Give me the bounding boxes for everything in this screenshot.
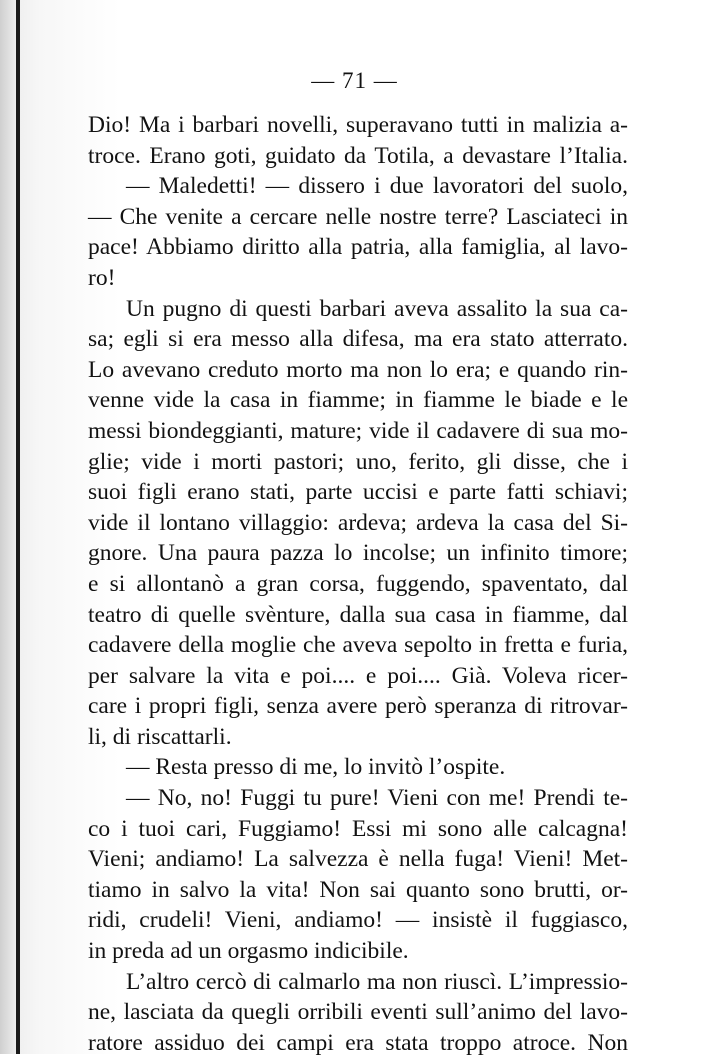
text-line: troce. Erano goti, guidato da Totila, a devastare l’Italia. (88, 142, 628, 169)
text-line: ratore assiduo dei campi era stata troppo atroce. Non (88, 1029, 628, 1056)
text-line: — No, no! Fuggi tu pure! Vieni con me! Prendi te- (126, 785, 628, 812)
binding-edge (16, 0, 20, 1054)
text-line: ro! (88, 264, 116, 291)
text-line: venne vide la casa in fiamme; in fiamme le biade e le (88, 387, 628, 414)
text-line: — Maledetti! — dissero i due lavoratori del suolo, (126, 173, 628, 200)
text-line: gnore. Una paura pazza lo incolse; un infinito timore; (88, 540, 628, 567)
text-line: care i propri figli, senza avere però speranza di ritrovar- (88, 693, 628, 720)
body-text (88, 110, 628, 1058)
text-line: Lo avevano creduto morto ma non lo era; e quando rin- (88, 356, 628, 383)
text-line: tiamo in salvo la vita! Non sai quanto sono brutti, or- (88, 876, 628, 903)
text-line: Vieni; andiamo! La salvezza è nella fuga! Vieni! Met- (88, 846, 628, 873)
text-line: glie; vide i morti pastori; uno, ferito, gli disse, che i (88, 448, 628, 475)
text-line: ne, lasciata da quegli orribili eventi sull’animo del lavo- (88, 999, 628, 1026)
text-line: messi biondeggianti, mature; vide il cadavere di sua mo- (88, 417, 628, 444)
text-line: pace! Abbiamo diritto alla patria, alla famiglia, al lavo- (88, 234, 628, 261)
text-line: Un pugno di questi barbari aveva assalito la sua ca- (126, 295, 628, 322)
text-line: in preda ad un orgasmo indicibile. (88, 938, 409, 965)
text-line: co i tuoi cari, Fuggiamo! Essi mi sono alle calcagna! (88, 815, 628, 842)
text-line: per salvare la vita e poi.... e poi.... Già. Voleva ricer- (88, 662, 628, 689)
text-line: — Che venite a cercare nelle nostre terre? Lasciateci in (88, 203, 628, 230)
text-line: ridi, crudeli! Vieni, andiamo! — insistè il fuggiasco, (88, 907, 628, 934)
text-line: — Resta presso di me, lo invitò l’ospite. (126, 754, 506, 781)
text-line: cadavere della moglie che aveva sepolto in fretta e furia, (88, 632, 628, 659)
binding-shadow (0, 0, 16, 1054)
text-line: vide il lontano villaggio: ardeva; ardeva la casa del Si- (88, 509, 628, 536)
page-number: — 71 — (311, 68, 398, 93)
text-line: Dio! Ma i barbari novelli, superavano tutti in malizia a- (88, 112, 628, 138)
text-line: sa; egli si era messo alla difesa, ma era stato atterrato. (88, 326, 628, 353)
text-line: e si allontanò a gran corsa, fuggendo, spaventato, dal (88, 570, 628, 597)
text-line: suoi figli erano stati, parte uccisi e parte fatti schiavi; (88, 479, 628, 506)
text-line: L’altro cercò di calmarlo ma non riuscì. L’impressio- (126, 968, 628, 995)
text-line: li, di riscattarli. (88, 723, 232, 750)
text-line: teatro di quelle svènture, dalla sua casa in fiamme, dal (88, 601, 628, 628)
